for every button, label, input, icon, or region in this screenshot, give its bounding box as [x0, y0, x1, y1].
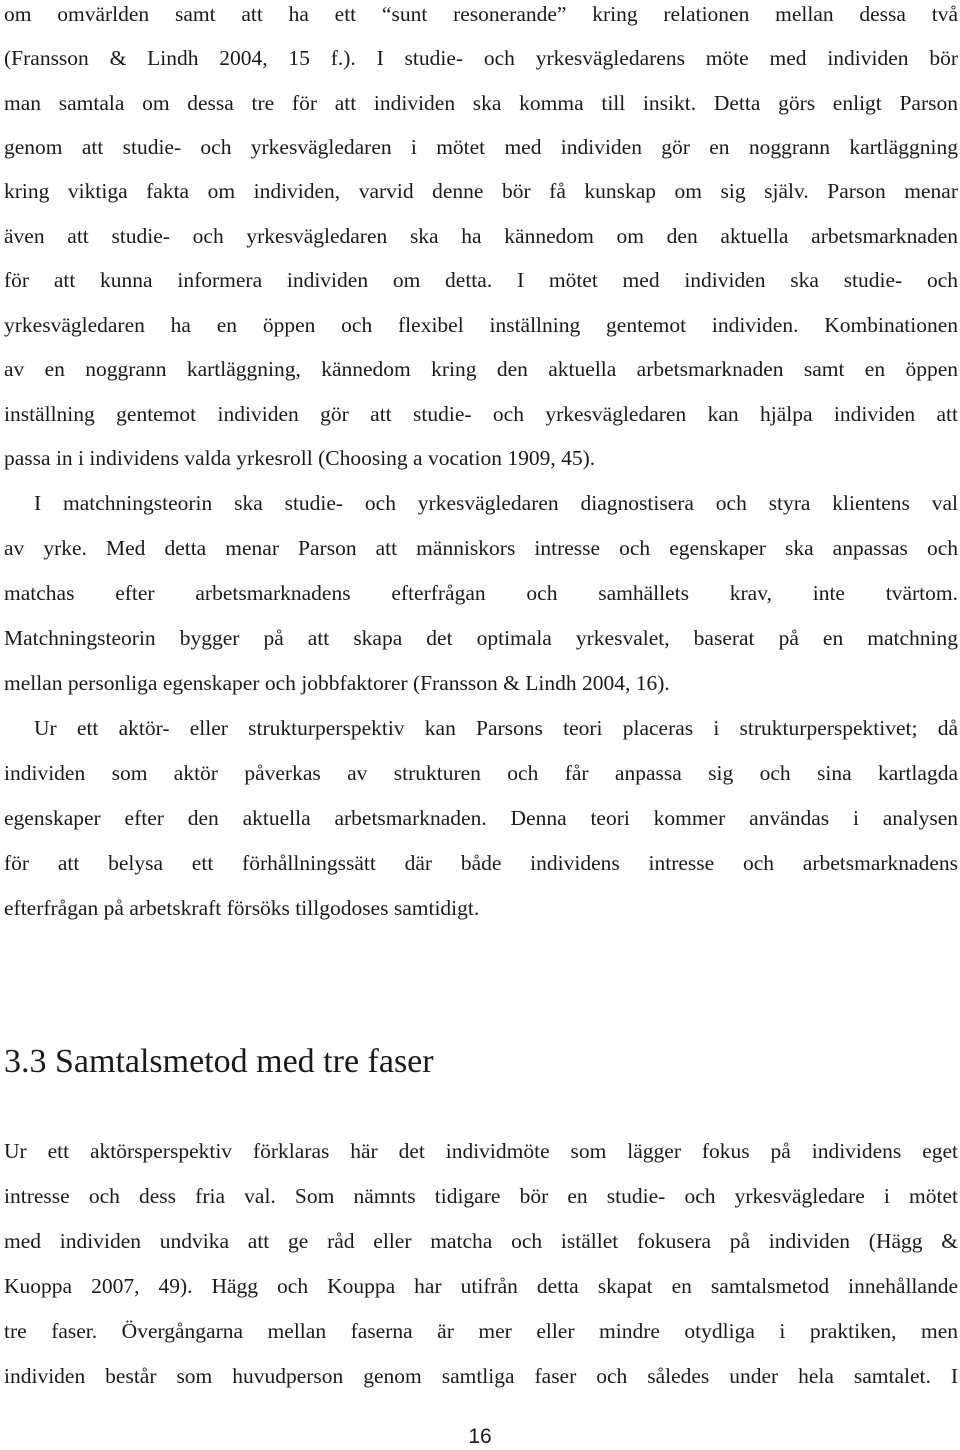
- text-line: Ur ett aktörsperspektiv förklaras här det individmöte som lägger fokus på individens eget: [4, 1139, 958, 1163]
- text-line: genom att studie- och yrkesvägledaren i mötet med individen gör en noggrann kartläggning: [4, 135, 958, 159]
- section-heading: 3.3 Samtalsmetod med tre faser: [4, 1043, 434, 1080]
- text-line: yrkesvägledaren ha en öppen och flexibel inställning gentemot individen. Kombinationen: [4, 313, 958, 337]
- text-line: I matchningsteorin ska studie- och yrkesvägledaren diagnostisera och styra klientens val: [34, 491, 958, 515]
- text-line: passa in i individens valda yrkesroll (Choosing a vocation 1909, 45).: [4, 446, 596, 470]
- text-line: Ur ett aktör- eller strukturperspektiv kan Parsons teori placeras i strukturperspektivet; då: [34, 716, 958, 740]
- text-line: Matchningsteorin bygger på att skapa det optimala yrkesvalet, baserat på en matchning: [4, 626, 958, 650]
- text-line: individen består som huvudperson genom samtliga faser och således under hela samtalet. I: [4, 1364, 958, 1388]
- text-line: egenskaper efter den aktuella arbetsmarknaden. Denna teori kommer användas i analysen: [4, 806, 958, 830]
- text-line: matchas efter arbetsmarknadens efterfrågan och samhällets krav, inte tvärtom.: [4, 581, 958, 605]
- text-line: tre faser. Övergångarna mellan faserna är mer eller mindre otydliga i praktiken, men: [4, 1319, 958, 1343]
- text-line: även att studie- och yrkesvägledaren ska ha kännedom om den aktuella arbetsmarknaden: [4, 224, 958, 248]
- text-line: med individen undvika att ge råd eller matcha och istället fokusera på individen (Hägg &: [4, 1229, 958, 1253]
- text-line: kring viktiga fakta om individen, varvid denne bör få kunskap om sig själv. Parson menar: [4, 179, 958, 203]
- text-line: för att kunna informera individen om detta. I mötet med individen ska studie- och: [4, 268, 958, 292]
- text-line: av yrke. Med detta menar Parson att människors intresse och egenskaper ska anpassas och: [4, 536, 958, 560]
- text-line: mellan personliga egenskaper och jobbfaktorer (Fransson & Lindh 2004, 16).: [4, 671, 670, 695]
- text-line: Kuoppa 2007, 49). Hägg och Kouppa har utifrån detta skapat en samtalsmetod innehållande: [4, 1274, 958, 1298]
- text-line: (Fransson & Lindh 2004, 15 f.). I studie- och yrkesvägledarens möte med individen bör: [4, 46, 958, 70]
- text-line: om omvärlden samt att ha ett “sunt resonerande” kring relationen mellan dessa två: [4, 2, 958, 26]
- text-line: efterfrågan på arbetskraft försöks tillgodoses samtidigt.: [4, 896, 480, 920]
- text-line: för att belysa ett förhållningssätt där både individens intresse och arbetsmarknadens: [4, 851, 958, 875]
- text-line: inställning gentemot individen gör att studie- och yrkesvägledaren kan hjälpa individen att: [4, 402, 958, 426]
- text-line: av en noggrann kartläggning, kännedom kring den aktuella arbetsmarknaden samt en öppen: [4, 357, 958, 381]
- page-number: 16: [468, 1425, 492, 1448]
- text-line: man samtala om dessa tre för att individen ska komma till insikt. Detta görs enligt Parson: [4, 91, 958, 115]
- text-line: individen som aktör påverkas av strukturen och får anpassa sig och sina kartlagda: [4, 761, 958, 785]
- text-line: intresse och dess fria val. Som nämnts tidigare bör en studie- och yrkesvägledare i mötet: [4, 1184, 958, 1208]
